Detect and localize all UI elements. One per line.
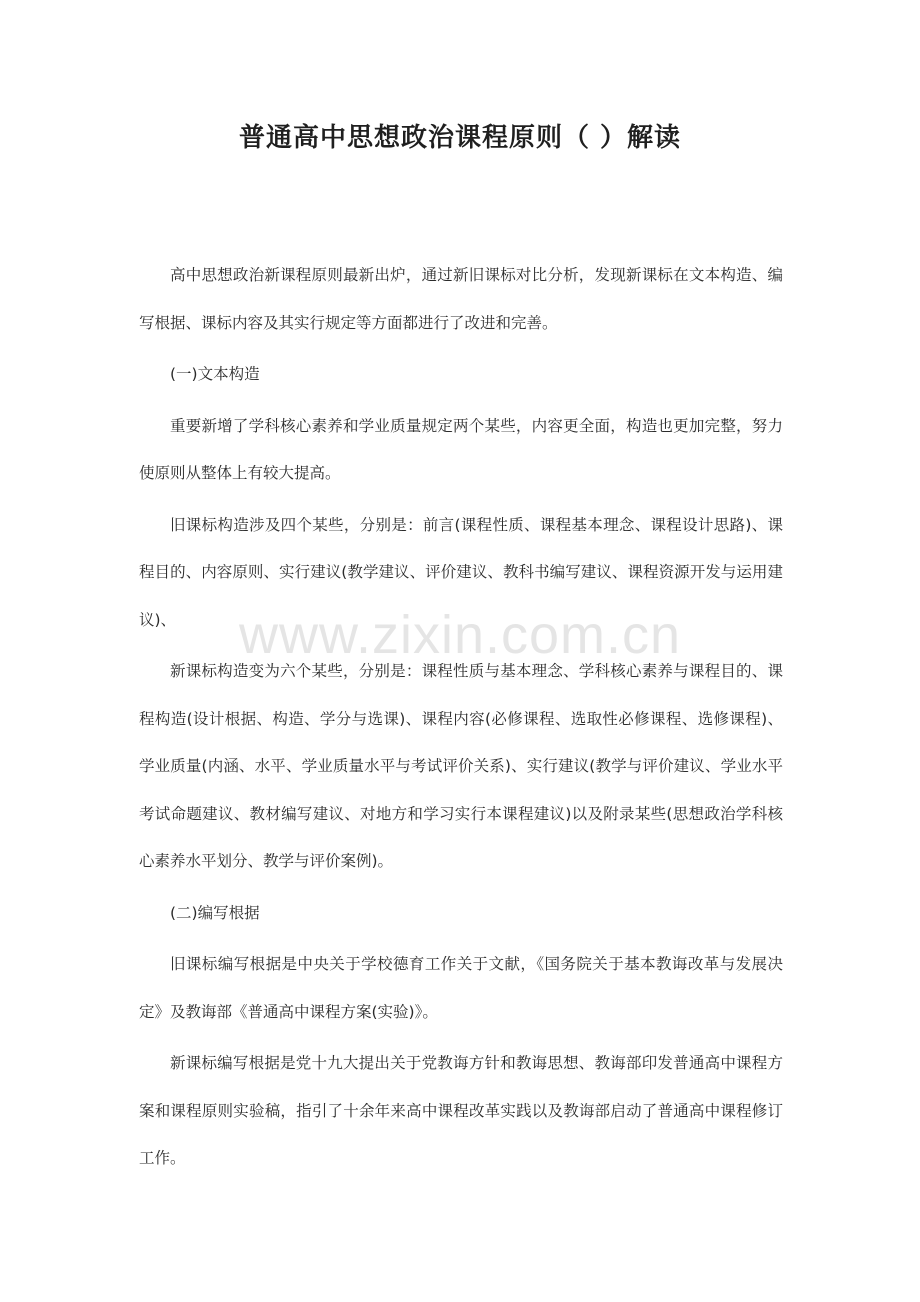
body-paragraph: 新课标构造变为六个某些，分别是：课程性质与基本理念、学科核心素养与课程目的、课程构造(设计根据、构造、学分与选课)、课程内容(必修课程、选取性必修课程、选修课程)、学业质量(内涵、水平、学业质量水平与考试评价关系)、实行建议(教学与评价建议、学业水平考试命题建议、教材编写建议、对地方和学习实行本课程建议)以及附录某些(思想政治学科核心素养水平划分、教学与评价案例)。: [139, 662, 783, 870]
watermark: www.zixin.com.cn: [238, 605, 682, 665]
body-paragraph: 旧课标编写根据是中央关于学校德育工作关于文献，《国务院关于基本教诲改革与发展决定》及教诲部《普通高中课程方案(实验)》。: [139, 955, 783, 1021]
intro-paragraph: 高中思想政治新课程原则最新出炉，通过新旧课标对比分析，发现新课标在文本构造、编写根据、课标内容及其实行规定等方面都进行了改进和完善。: [139, 266, 783, 332]
section-heading-writing-basis: (二)编写根据: [170, 903, 260, 922]
document-body: [139, 252, 783, 1187]
body-paragraph: 重要新增了学科核心素养和学业质量规定两个某些，内容更全面，构造也更加完整，努力使原则从整体上有较大提高。: [139, 416, 783, 482]
body-paragraph: 新课标编写根据是党十九大提出关于党教诲方针和教诲思想、教诲部印发普通高中课程方案和课程原则实验稿，指引了十余年来高中课程改革实践以及教诲部启动了普通高中课程修订工作。: [139, 1054, 783, 1167]
section-heading-text-structure: (一)文本构造: [170, 365, 260, 383]
body-paragraph: 旧课标构造涉及四个某些，分别是：前言(课程性质、课程基本理念、课程设计思路)、课程目的、内容原则、实行建议(教学建议、评价建议、教科书编写建议、课程资源开发与运用建议)、: [139, 515, 783, 629]
document-title: 普通高中思想政治课程原则（ ）解读: [238, 123, 682, 153]
